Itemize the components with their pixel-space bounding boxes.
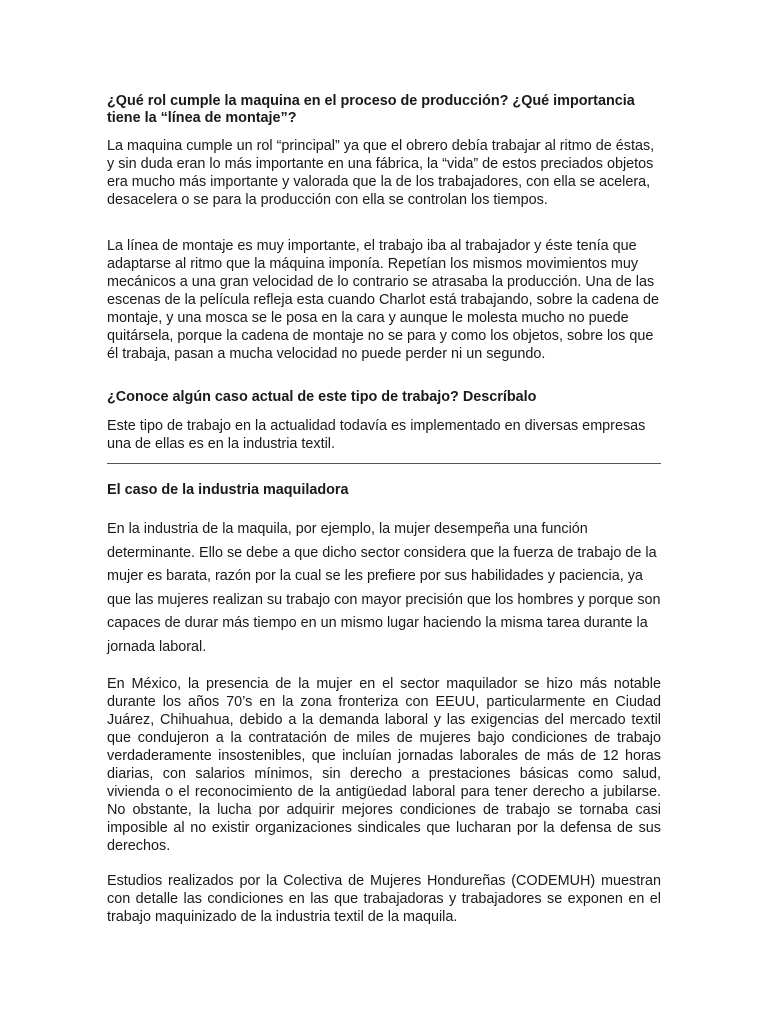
codemuh-study-paragraph: Estudios realizados por la Colectiva de Mujeres Hondureñas (CODEMUH) muestran con detalle las condiciones en las que trabajadoras y trabajadores se exponen en el trabajo maquinizado de la industria textil de la maquila.	[107, 873, 661, 925]
answer-current-case-paragraph: Este tipo de trabajo en la actualidad todavía es implementado en diversas empresas una de ellas es en la industria textil.	[107, 418, 646, 452]
answer-machine-role-paragraph: La maquina cumple un rol “principal” ya que el obrero debía trabajar al ritmo de éstas, y sin duda eran lo más importante en una fábrica, la “vida” de estos preciados objetos era mucho más importante y valorada que la de los trabajadores, con ella se acelera, desacelera o se para la producción con ella se controlan los tiempos.	[107, 138, 655, 208]
mexico-maquila-paragraph: En México, la presencia de la mujer en el sector maquilador se hizo más notable durante los años 70’s en la zona fronteriza con EEUU, particularmente en Ciudad Juárez, Chihuahua, debido a la demanda laboral y las exigencias del mercado textil que condujeron a la contratación de miles de mujeres bajo condiciones de trabajo verdaderamente insostenibles, que incluían jornadas laborales de más de 12 horas diarias, con salarios mínimos, sin derecho a prestaciones básicas como salud, vivienda o el reconocimiento de la antigüedad laboral para tener derecho a jubilarse. No obstante, la lucha por adquirir mejores condiciones de trabajo se tornaba casi imposible al no existir organizaciones sindicales que lucharan por la defensa de sus derechos.	[107, 676, 661, 854]
question-current-case: ¿Conoce algún caso actual de este tipo de trabajo? Descríbalo	[107, 389, 537, 405]
maquila-women-paragraph: En la industria de la maquila, por ejemplo, la mujer desempeña una función determinante. Ello se debe a que dicho sector considera que la fuerza de trabajo de la mujer es barata, razón por la cual se les prefiere por sus habilidades y paciencia, ya que las mujeres realizan su trabajo con mayor precisión que los hombres y porque son capaces de durar más tiempo en un mismo lugar haciendo la misma tarea durante la jornada laboral.	[107, 521, 661, 655]
answer-assembly-line-paragraph: La línea de montaje es muy importante, el trabajo iba al trabajador y éste tenía que adaptarse al ritmo que la máquina imponía. Repetían los mismos movimientos muy mecánicos a una gran velocidad de lo contrario se atrasaba la producción. Una de las escenas de la película refleja esta cuando Charlot está trabajando, sobre la cadena de montaje, y una mosca se le posa en la cara y aunque le molesta mucho no puede quitársela, porque la cadena de montaje no se para y como los objetos, sobre los que él trabaja, pasan a mucha velocidad no puede perder ni un segundo.	[107, 238, 660, 362]
horizontal-divider	[107, 463, 661, 464]
section-heading-maquiladora: El caso de la industria maquiladora	[107, 482, 349, 498]
question-machine-role: ¿Qué rol cumple la maquina en el proceso de producción? ¿Qué importancia tiene la “línea de montaje”?	[107, 93, 635, 126]
